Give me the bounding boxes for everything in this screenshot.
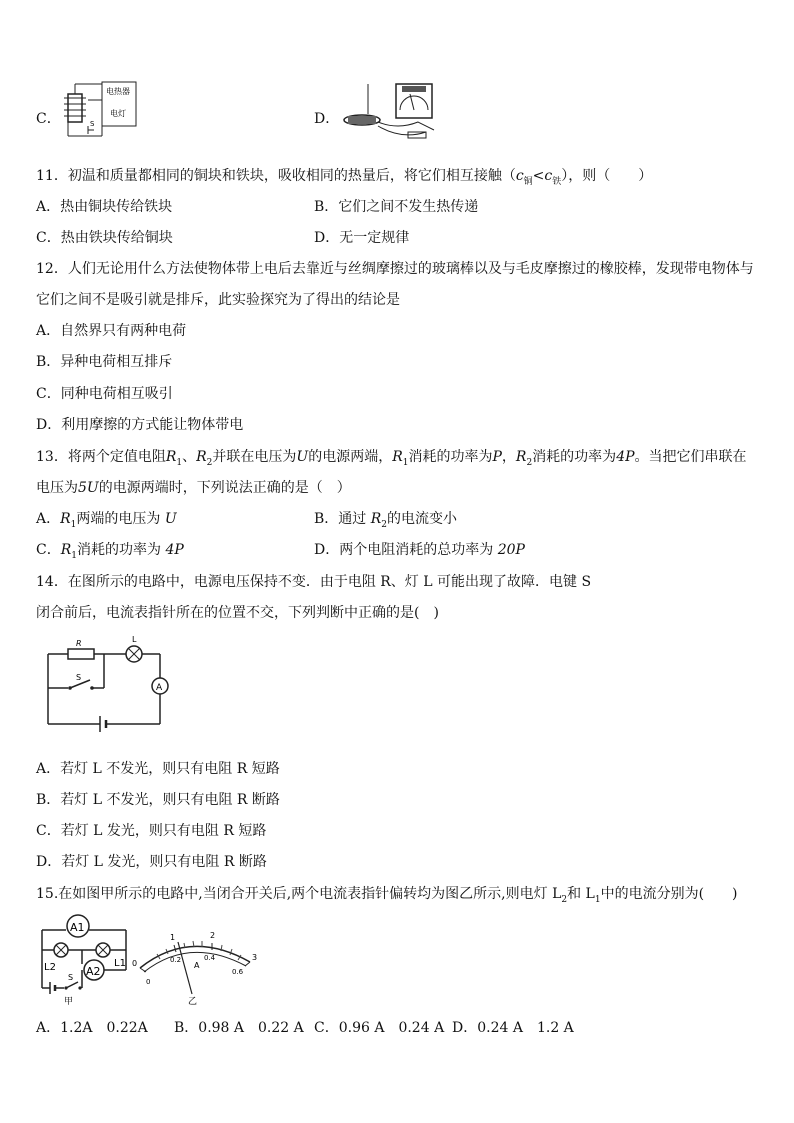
q11-stem — [36, 167, 652, 191]
q13-u: U — [164, 511, 177, 527]
q15-option-a[interactable]: A．1.2A 0.22A — [36, 1020, 148, 1036]
q15-fig-a2: A2 — [86, 965, 101, 978]
q14-stem-line1: 14．在图所示的电路中，电源电压保持不变．由于电阻 R、灯 L 可能出现了故障．电键 S — [36, 574, 592, 590]
q14-fig-s-label: S — [76, 673, 82, 682]
q15-fig-a1: A1 — [70, 921, 85, 934]
q13-s1: 1 — [176, 457, 183, 468]
q14-option-d[interactable]: D．若灯 L 发光，则只有电阻 R 断路 — [36, 854, 267, 870]
q13-l1d: 消耗的功率为 — [408, 449, 493, 465]
q12-stem-line1: 12．人们无论用什么方法使物体带上电后去靠近与丝绸摩擦过的玻璃棒以及与毛皮摩擦过的橡胶棒，发现带电物体与 — [36, 261, 754, 277]
q12-option-d[interactable]: D．利用摩擦的方式能让物体带电 — [36, 417, 244, 433]
q15-fig-l1: L1 — [114, 958, 126, 969]
q12-option-a[interactable]: A．自然界只有两种电荷 — [36, 323, 187, 339]
q15-ammeter-figure-yi — [130, 922, 270, 1006]
q12-option-c[interactable]: C．同种电荷相互吸引 — [36, 386, 173, 402]
q13-r: R — [515, 449, 527, 465]
q15-circuit-figure-jia — [36, 910, 132, 1006]
q13-l1a: 13．将两个定值电阻 — [36, 449, 166, 465]
q13-stem-line1 — [36, 448, 747, 472]
q15-scale-bottom-2: 0.4 — [204, 954, 216, 962]
q15-option-c[interactable]: C．0.96 A 0.24 A — [314, 1020, 445, 1036]
q15-stem-a: 15.在如图甲所示的电路中,当闭合开关后,两个电流表指针偏转均为图乙所示,则电灯 L — [36, 886, 562, 902]
q13-s2: 2 — [526, 457, 533, 468]
q13-oa-b: 两端的电压为 — [76, 511, 161, 527]
q13-r: R — [392, 449, 403, 465]
q13-r: R — [196, 449, 207, 465]
q13-stem-line2 — [36, 479, 351, 497]
q13-s2: 2 — [381, 519, 388, 530]
q14-option-c[interactable]: C．若灯 L 发光，则只有电阻 R 短路 — [36, 823, 267, 839]
q13-l1g: 。当把它们串联在 — [634, 449, 747, 465]
q15-scale-top-1: 1 — [170, 933, 176, 942]
q15-s2: 2 — [561, 894, 568, 905]
q13-p: P — [492, 449, 502, 465]
q15-scale-unit: A — [194, 961, 200, 970]
q13-l1c: 的电源两端， — [308, 449, 393, 465]
q15-stem-c: 中的电流分别为( ) — [600, 886, 738, 902]
q13-ob-a: B．通过 — [314, 511, 367, 527]
q12-stem-line2: 它们之间不是吸引就是排斥，此实验探究为了得出的结论是 — [36, 292, 400, 308]
q13-u: U — [296, 449, 309, 465]
q14-circuit-figure — [40, 636, 180, 732]
q11-option-c[interactable]: C．热由铁块传给铜块 — [36, 230, 173, 246]
q15-option-d[interactable]: D．0.24 A 1.2 A — [452, 1020, 574, 1036]
q11-c1: c — [515, 168, 524, 184]
q15-stem — [36, 885, 738, 909]
q10-figure-c — [60, 80, 140, 142]
q13-l1b: 并联在电压为 — [212, 449, 297, 465]
q12-option-b[interactable]: B．异种电荷相互排斥 — [36, 354, 173, 370]
q13-r: R — [165, 449, 177, 465]
q13-5u: 5U — [78, 480, 99, 496]
q10-figure-d — [338, 80, 448, 144]
q15-fig-jia: 甲 — [64, 997, 74, 1006]
q15-scale-bottom-0: 0 — [146, 978, 151, 986]
q13-s1: 1 — [402, 457, 409, 468]
q14-stem-line2: 闭合前后，电流表指针所在的位置不交，下列判断中正确的是( ) — [36, 605, 439, 621]
q13-option-b[interactable] — [314, 510, 457, 534]
q13-option-a[interactable] — [36, 510, 177, 534]
q13-l2b: 的电源两端时，下列说法正确的是（ ） — [98, 480, 351, 496]
q11-c2: c — [544, 168, 553, 184]
q11-stem-end: ），则（ ） — [561, 168, 653, 184]
q13-r: R — [60, 511, 71, 527]
q15-stem-b: 和 L — [567, 886, 595, 902]
q13-oc-a: C． — [36, 542, 61, 558]
q13-oa-a: A． — [36, 511, 61, 527]
q11-sub1: 铜 — [523, 176, 533, 187]
q15-fig-l2: L2 — [44, 962, 56, 973]
q13-r: R — [60, 542, 72, 558]
q15-scale-top-2: 2 — [210, 931, 216, 940]
q13-option-c[interactable] — [36, 541, 184, 565]
q10-fig-c-heater-label: 电热器 — [106, 87, 130, 96]
q13-s1: 1 — [70, 519, 77, 530]
q11-option-a[interactable]: A．热由铜块传给铁块 — [36, 199, 173, 215]
q15-scale-top-3: 3 — [252, 953, 258, 962]
q13-l2a: 电压为 — [36, 480, 78, 496]
q13-4p: 4P — [165, 542, 184, 558]
q10-option-c-label[interactable]: C． — [36, 111, 61, 127]
q14-fig-a-label: A — [156, 683, 163, 693]
q11-option-d[interactable]: D．无一定规律 — [314, 230, 410, 246]
q13-option-d[interactable] — [314, 541, 525, 559]
q15-s1: 1 — [594, 894, 601, 905]
q11-option-b[interactable]: B．它们之间不发生热传递 — [314, 199, 479, 215]
q15-scale-bottom-1: 0.2 — [170, 956, 182, 964]
q10-fig-c-switch-label: S — [90, 120, 95, 128]
q13-r: R — [370, 511, 382, 527]
q13-s1: 1 — [71, 550, 77, 561]
q13-l1f: 消耗的功率为 — [532, 449, 617, 465]
q14-fig-r-label: R — [76, 639, 82, 648]
q13-20p: 20P — [497, 542, 525, 558]
q15-option-b[interactable]: B．0.98 A 0.22 A — [174, 1020, 304, 1036]
q15-fig-s: S — [68, 973, 74, 982]
q10-option-d-label[interactable]: D． — [314, 111, 340, 127]
q13-oc-b: 消耗的功率为 — [77, 542, 161, 558]
q15-scale-top-0: 0 — [132, 959, 138, 968]
q13-ob-b: 的电流变小 — [387, 511, 458, 527]
q13-comma: 、 — [182, 449, 197, 465]
q13-od-a: D．两个电阻消耗的总功率为 — [314, 542, 494, 558]
q15-scale-bottom-3: 0.6 — [232, 968, 244, 976]
q11-stem-main: 11．初温和质量都相同的铜块和铁块，吸收相同的热量后，将它们相互接触（ — [36, 168, 516, 184]
q10-fig-c-lamp-label: 电灯 — [110, 109, 126, 118]
q14-option-b[interactable]: B．若灯 L 不发光，则只有电阻 R 断路 — [36, 792, 280, 808]
q13-l1e: ， — [501, 449, 516, 465]
q11-sub2: 铁 — [552, 176, 562, 187]
q14-fig-l-label: L — [132, 636, 137, 644]
q15-fig-yi: 乙 — [188, 997, 198, 1006]
q11-lt: < — [532, 168, 545, 184]
q13-s2: 2 — [206, 457, 213, 468]
q13-4p: 4P — [616, 449, 635, 465]
q14-option-a[interactable]: A．若灯 L 不发光，则只有电阻 R 短路 — [36, 761, 280, 777]
